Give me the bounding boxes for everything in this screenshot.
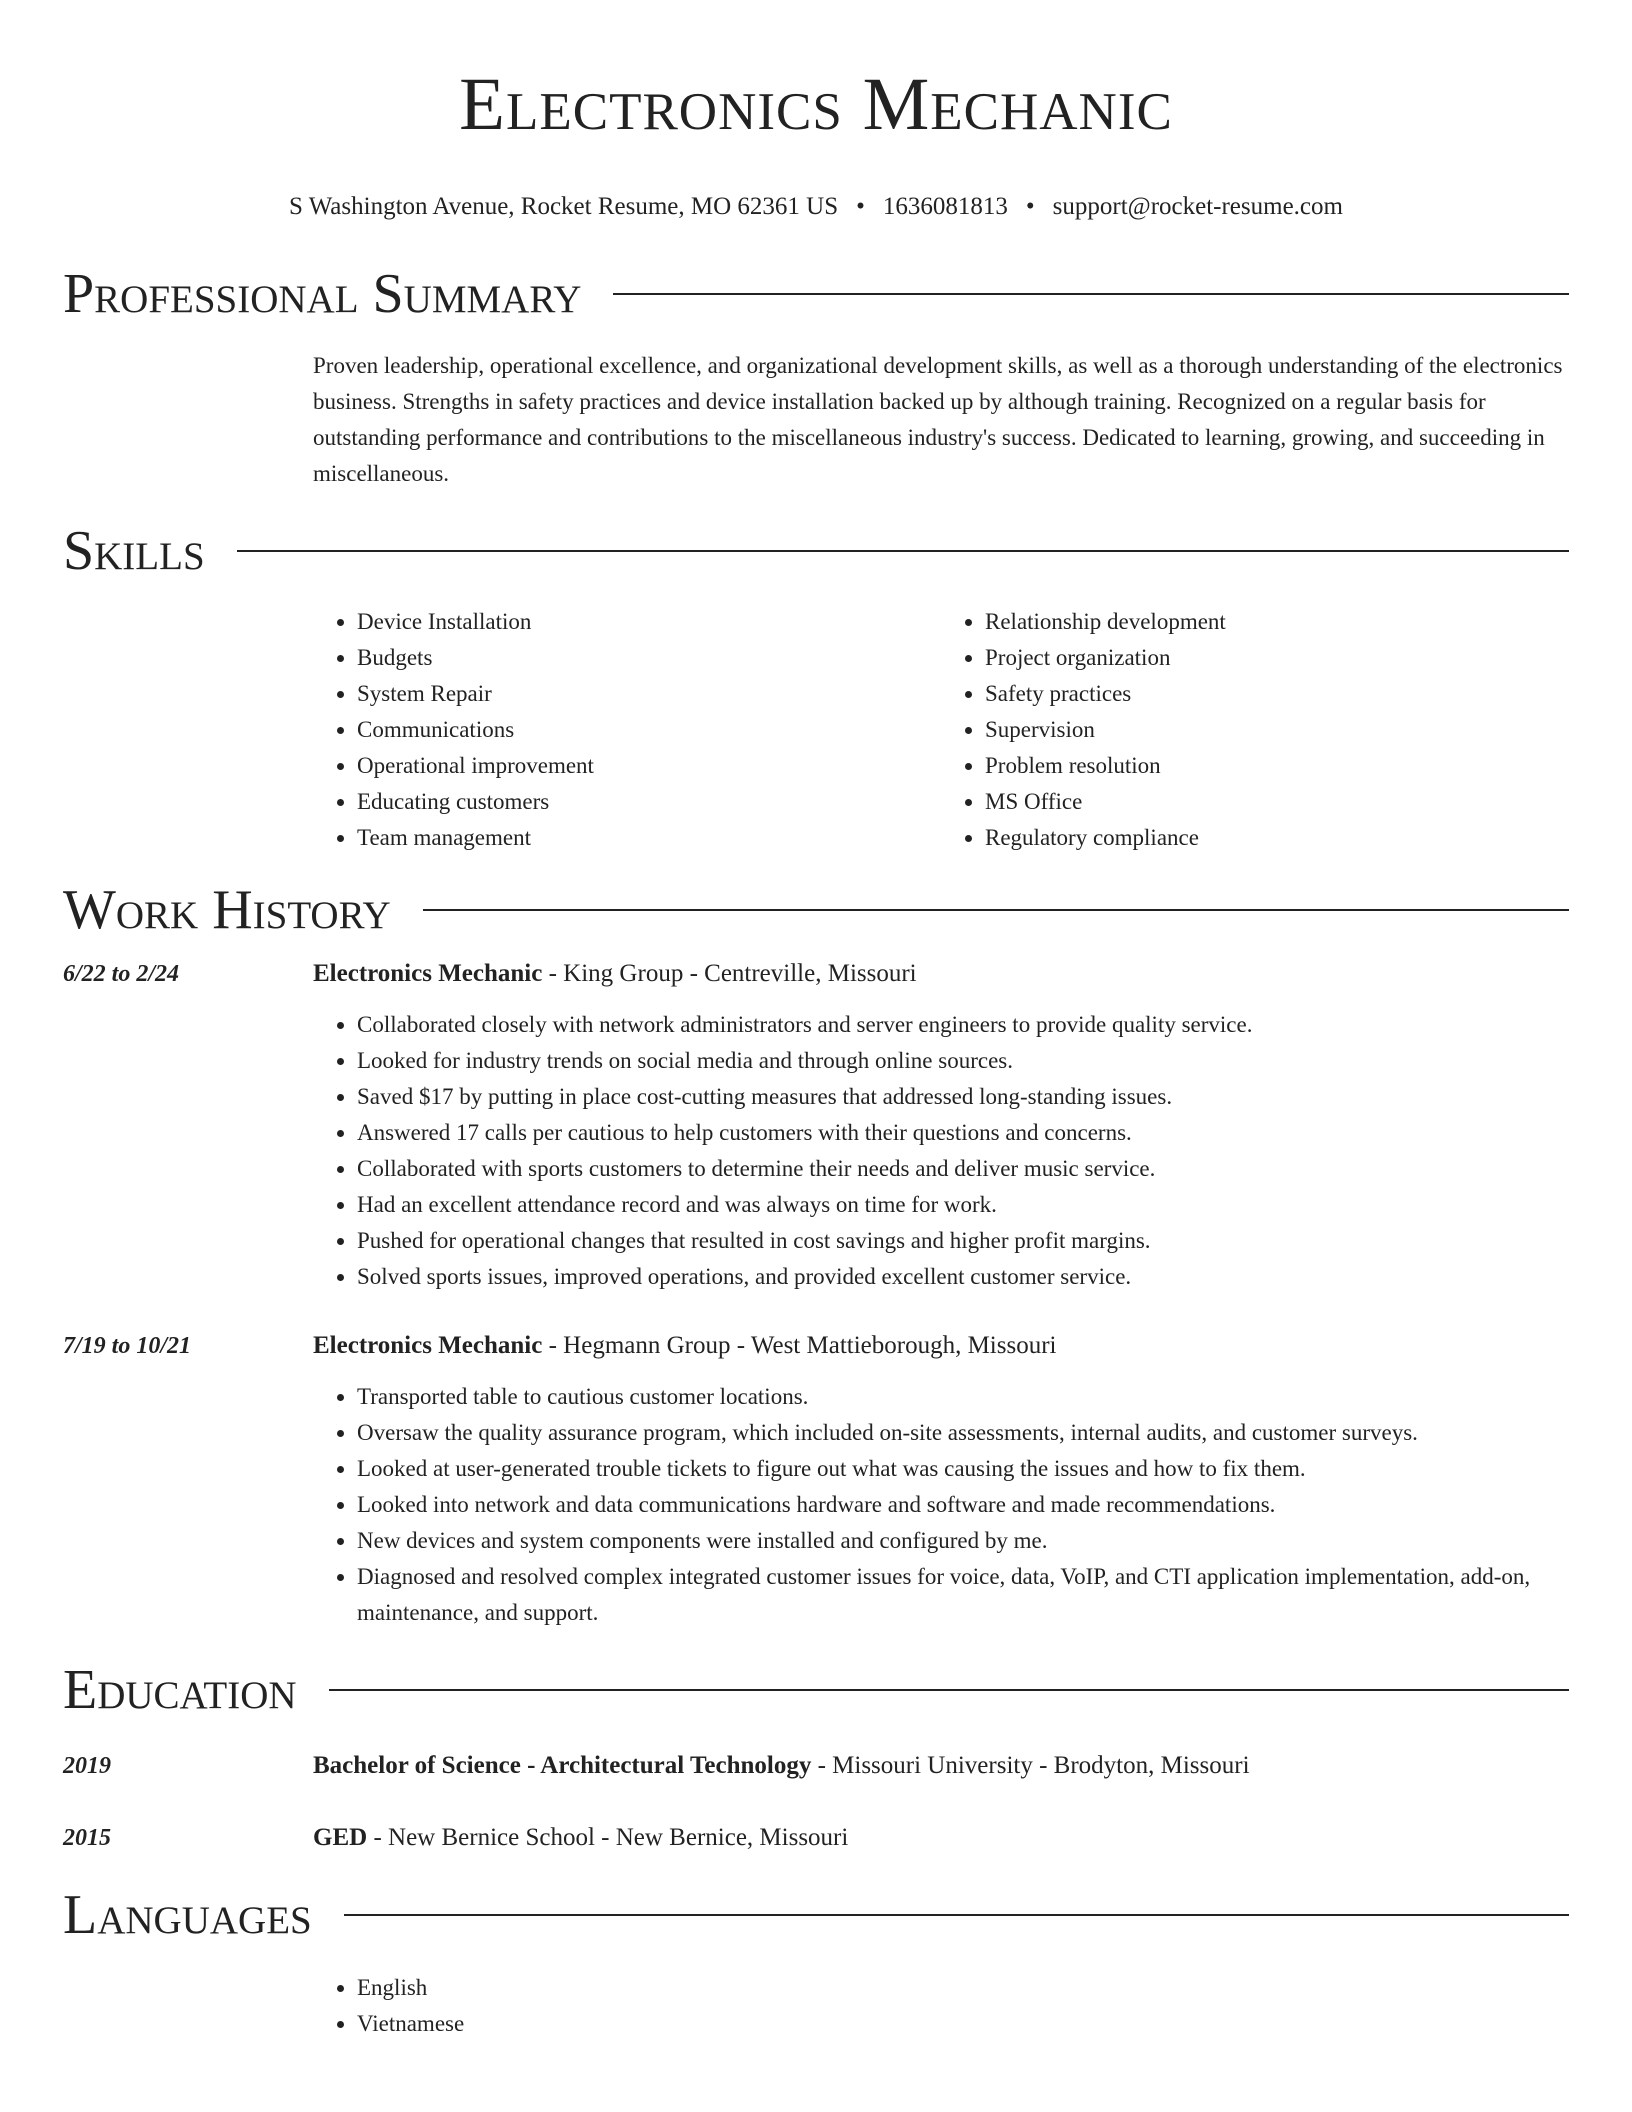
summary-heading: Professional Summary <box>63 263 582 325</box>
work-bullet: • Collaborated with sports customers to determine their needs and deliver music service. <box>357 1151 1569 1187</box>
job-title: Electronics Mechanic <box>313 1332 543 1359</box>
work-bullet: • Had an excellent attendance record and was always on time for work. <box>357 1187 1569 1223</box>
section-divider <box>423 909 1569 911</box>
skill-item: • Device Installation <box>357 604 941 640</box>
work-bullet: • Diagnosed and resolved complex integrated customer issues for voice, data, VoIP, and CTI application implementation, add-on, maintenance, and support. <box>357 1559 1569 1631</box>
job-details: - King Group - Centreville, Missouri <box>542 960 917 987</box>
education-degree: Bachelor of Science - Architectural Technology <box>313 1752 812 1779</box>
contact-separator: • <box>856 193 865 220</box>
education-heading: Education <box>63 1659 297 1721</box>
work-bullet: • Looked at user-generated trouble tickets to figure out what was causing the issues and how to fix them. <box>357 1451 1569 1487</box>
work-bullet: • Looked for industry trends on social media and through online sources. <box>357 1043 1569 1079</box>
education-entry <box>63 1820 1569 1856</box>
skill-item: • Problem resolution <box>985 748 1569 784</box>
skill-item: • MS Office <box>985 784 1569 820</box>
skill-item: • Budgets <box>357 640 941 676</box>
work-bullet: • Oversaw the quality assurance program, which included on-site assessments, internal audits, and customer surveys. <box>357 1415 1569 1451</box>
section-divider <box>613 293 1569 295</box>
education-title-line <box>313 1820 848 1856</box>
work-title-line <box>313 1328 1056 1364</box>
work-entry <box>63 956 1569 1295</box>
skill-item: • Communications <box>357 712 941 748</box>
summary-text: Proven leadership, operational excellence, and organizational development skills, as well as a thorough understanding of the electronics business. Strengths in safety practices and device installation backed up by although training. Recognized on a regular basis for outstanding performance and contributions to the miscellaneous industry's success. Dedicated to learning, growing, and succeeding in miscellaneous. <box>313 353 1563 486</box>
work-dates: 7/19 to 10/21 <box>63 1333 192 1359</box>
skill-item: • Safety practices <box>985 676 1569 712</box>
skills-column-left <box>313 604 941 856</box>
work-dates: 6/22 to 2/24 <box>63 961 180 987</box>
contact-separator: • <box>1025 193 1035 220</box>
education-section-header <box>63 1658 1569 1722</box>
work-bullets <box>313 1379 1569 1631</box>
skill-item: • Educating customers <box>357 784 941 820</box>
skill-item: • Team management <box>357 820 941 856</box>
work-section-header <box>63 878 1569 942</box>
language-item: • Vietnamese <box>357 2006 1569 2042</box>
job-title: Electronics Mechanic <box>313 960 543 987</box>
candidate-name: Electronics Mechanic <box>459 63 1173 146</box>
languages-heading: Languages <box>63 1884 312 1946</box>
work-title-line <box>313 956 917 992</box>
job-details: - Hegmann Group - West Mattieborough, Missouri <box>542 1332 1057 1359</box>
skills-section-header <box>63 519 1569 583</box>
education-details: - Missouri University - Brodyton, Missouri <box>811 1752 1250 1779</box>
contact-email: support@rocket-resume.com <box>1052 193 1343 220</box>
work-bullet: • Collaborated closely with network administrators and server engineers to provide quality service. <box>357 1007 1569 1043</box>
skills-list <box>313 604 1569 856</box>
skill-item: • Project organization <box>985 640 1569 676</box>
work-bullet: • New devices and system components were installed and configured by me. <box>357 1523 1569 1559</box>
education-title-line <box>313 1748 1250 1784</box>
section-divider <box>237 550 1569 552</box>
skill-item: • Regulatory compliance <box>985 820 1569 856</box>
education-year: 2019 <box>63 1753 111 1779</box>
skills-column-right <box>941 604 1569 856</box>
work-bullet: • Transported table to cautious customer locations. <box>357 1379 1569 1415</box>
skill-item: • System Repair <box>357 676 941 712</box>
summary-section-header <box>63 262 1569 326</box>
work-bullet: • Answered 17 calls per cautious to help customers with their questions and concerns. <box>357 1115 1569 1151</box>
work-bullets <box>313 1007 1569 1295</box>
skill-item: • Relationship development <box>985 604 1569 640</box>
work-bullet: • Solved sports issues, improved operations, and provided excellent customer service. <box>357 1259 1569 1295</box>
language-item: • English <box>357 1970 1569 2006</box>
education-entry <box>63 1748 1569 1784</box>
work-entry <box>63 1328 1569 1631</box>
work-bullet: • Saved $17 by putting in place cost-cutting measures that addressed long-standing issues. <box>357 1079 1569 1115</box>
skills-heading: Skills <box>63 520 205 582</box>
contact-line <box>63 192 1569 222</box>
skill-item: • Supervision <box>985 712 1569 748</box>
education-degree: GED <box>313 1824 368 1851</box>
education-details: - New Bernice School - New Bernice, Missouri <box>367 1824 849 1851</box>
contact-phone: 1636081813 <box>882 193 1008 220</box>
education-year: 2015 <box>63 1825 111 1851</box>
work-bullet: • Looked into network and data communications hardware and software and made recommendations. <box>357 1487 1569 1523</box>
languages-list <box>313 1970 1569 2042</box>
contact-address: S Washington Avenue, Rocket Resume, MO 62361 US <box>289 193 839 220</box>
work-heading: Work History <box>63 879 391 941</box>
section-divider <box>329 1689 1569 1691</box>
skill-item: • Operational improvement <box>357 748 941 784</box>
section-divider <box>344 1914 1569 1916</box>
work-bullet: • Pushed for operational changes that resulted in cost savings and higher profit margins. <box>357 1223 1569 1259</box>
languages-section-header <box>63 1883 1569 1947</box>
